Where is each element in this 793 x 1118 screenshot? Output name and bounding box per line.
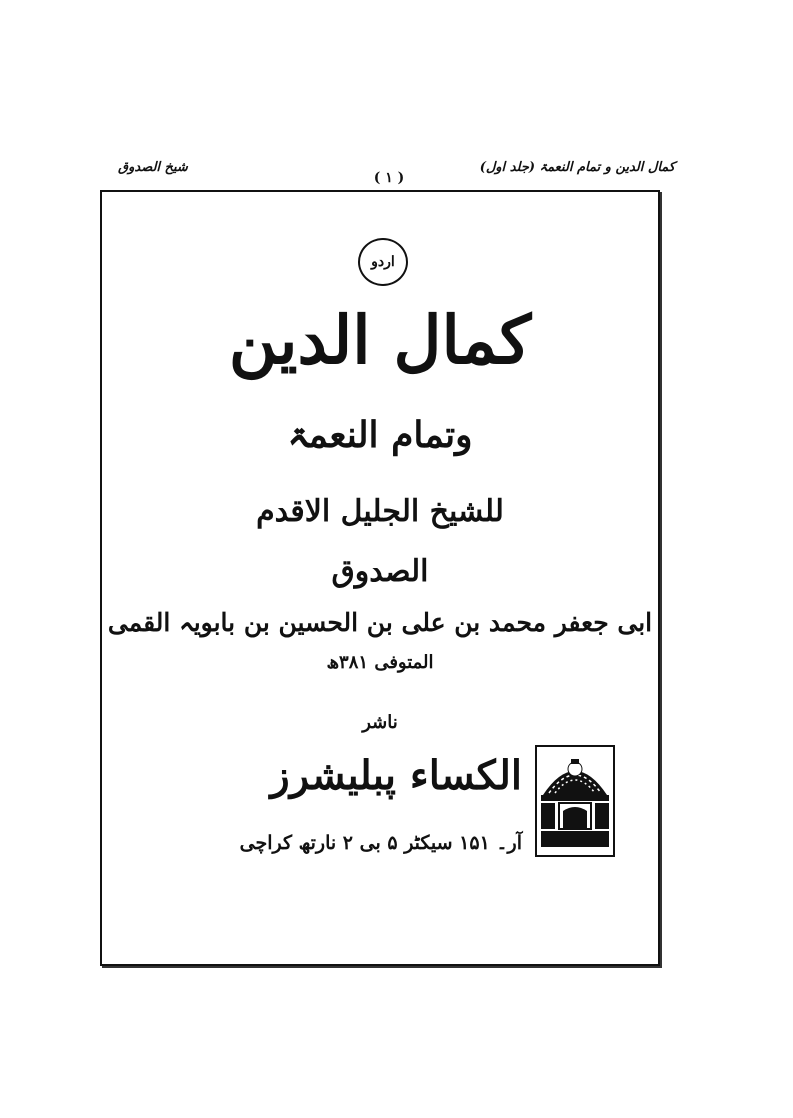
book-subtitle: وتمام النعمۃ: [287, 414, 473, 456]
author-name: ابی جعفر محمد بن علی بن الحسین بن بابویہ القمی: [107, 608, 653, 637]
language-badge: اردو: [358, 238, 408, 286]
book-title: کمال الدین: [228, 301, 532, 379]
title-page-frame: [100, 190, 660, 966]
page-number: ( ۱ ): [373, 170, 405, 186]
running-head-author: شیخ الصدوق: [118, 160, 188, 175]
author-death-date: المتوفی ۳۸۱ھ: [326, 652, 434, 673]
publisher-label: ناشر: [362, 712, 398, 733]
running-head-book-volume: کمال الدین و تمام النعمۃ (جلد اول): [479, 160, 675, 175]
publisher-name: الکساء پبلیشرز: [270, 752, 522, 799]
publisher-address: آر۔ ۱۵۱ سیکٹر ۵ بی ۲ نارتھ کراچی: [239, 832, 522, 854]
publisher-logo-icon: [535, 745, 615, 857]
author-title: الصدوق: [331, 554, 429, 589]
author-prefix: للشیخ الجلیل الاقدم: [256, 494, 504, 529]
